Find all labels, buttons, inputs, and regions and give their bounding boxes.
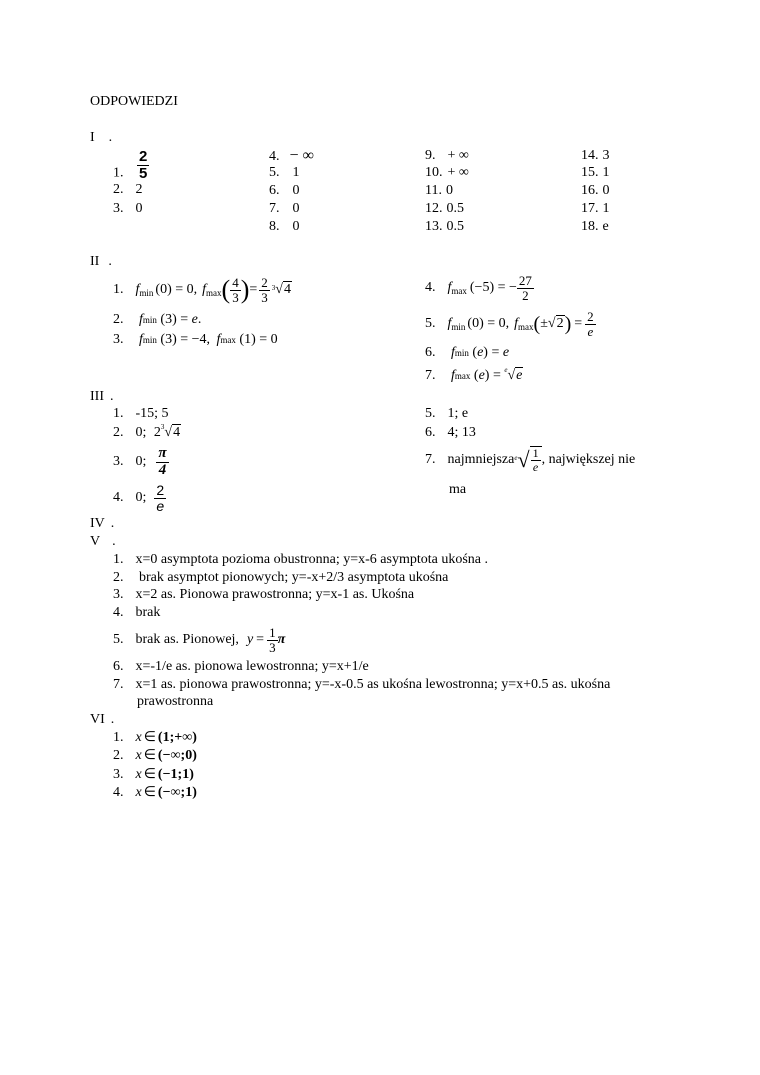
answer-i-13: 13. 0.5 [425, 219, 464, 234]
answer-ii-4: 4. f max (−5) = − $\frac{27}{2}$ [425, 272, 532, 303]
answer-i-15: 15. 1 [581, 165, 610, 180]
answer-v-4: 4. brak [113, 605, 161, 620]
answer-ii-6: 6. fmin (e) = e [425, 345, 510, 360]
answer-i-4: 4. − ∞ [269, 147, 314, 164]
answer-iii-5: 5. 1; e [425, 406, 469, 421]
section-ii-label: II . [90, 254, 112, 269]
section-i-label: I . [90, 130, 113, 145]
answer-iii-4: 4. 0; $\frac{2}{e}$ [113, 481, 165, 514]
answer-ii-7: 7. fmax (e) = $^e$√e [425, 366, 523, 383]
answer-iii-1: 1. -15; 5 [113, 406, 169, 421]
answer-v-2: 2. brak asymptot pionowych; y=-x+2/3 asymptota ukośna [113, 570, 449, 585]
answer-i-5: 5. 1 [269, 165, 300, 180]
answer-v-5: 5. brak as. Pionowej, y = $\frac{1}{3}$ π [113, 624, 286, 655]
answer-i-17: 17. 1 [581, 201, 610, 216]
answer-iii-7-cont: ma [449, 482, 467, 497]
answer-vi-2: 2. x ∈ (−∞;0) [113, 748, 197, 763]
answer-ii-5: 5. f min (0) = 0, f max ( ± √2 ) = $\frac{2}{e}$ [425, 308, 594, 339]
answer-i-6: 6. 0 [269, 183, 300, 198]
answer-iii-3: 3. 0; $\frac{\pi}{4}$ [113, 444, 167, 478]
answer-i-8: 8. 0 [269, 219, 300, 234]
answer-ii-2: 2. fmin (3) = e. [113, 312, 202, 327]
answer-iii-2: 2. 0; $2^3√4$ [113, 423, 181, 440]
answer-v-7: 7. x=1 as. pionowa prawostronna; y=-x-0.5 as ukośna lewostronna; y=x+0.5 as. ukośna [113, 677, 611, 692]
answer-i-2: 2. 2 [113, 182, 143, 197]
answer-i-18: 18. e [581, 219, 609, 234]
answer-i-1: 1. $\frac{2}{5}$ [113, 148, 148, 182]
answer-i-3: 3. 0 [113, 201, 143, 216]
page-title: ODPOWIEDZI [90, 94, 178, 109]
answer-vi-3: 3. x ∈ (−1;1) [113, 767, 194, 782]
section-iv-label: IV . [90, 516, 115, 531]
section-iii-label: III . [90, 389, 114, 404]
section-v-label: V . [90, 534, 116, 549]
answer-i-9: 9. + ∞ [425, 148, 469, 163]
answer-i-16: 16. 0 [581, 183, 610, 198]
answer-vi-4: 4. x ∈ (−∞;1) [113, 785, 197, 800]
answer-vi-1: 1. x ∈ (1;+∞) [113, 730, 197, 745]
answer-i-12: 12. 0.5 [425, 201, 464, 216]
answer-v-6: 6. x=-1/e as. pionowa lewostronna; y=x+1/e [113, 659, 369, 674]
answer-ii-3: 3. fmin (3) = −4, fmax (1) = 0 [113, 332, 278, 347]
answer-i-10: 10. + ∞ [425, 165, 469, 180]
section-vi-label: VI . [90, 712, 115, 727]
answer-i-11: 11. 0 [425, 183, 453, 198]
answer-v-3: 3. x=2 as. Pionowa prawostronna; y=x-1 as. Ukośna [113, 587, 415, 602]
answer-iii-7: 7. najmniejsza e √ $\frac{1}{e}$ , największej nie [425, 446, 636, 474]
answer-v-7-cont: prawostronna [137, 694, 214, 709]
answer-v-1: 1. x=0 asymptota pozioma obustronna; y=x-6 asymptota ukośna . [113, 552, 489, 567]
answer-i-7: 7. 0 [269, 201, 300, 216]
answer-i-14: 14. 3 [581, 148, 610, 163]
answer-iii-6: 6. 4; 13 [425, 425, 476, 440]
answer-ii-1: 1. f min (0) = 0, f max ( $\frac{4}{3}$ ) = $\frac{2}{3}$ 3 √4 [113, 274, 291, 305]
